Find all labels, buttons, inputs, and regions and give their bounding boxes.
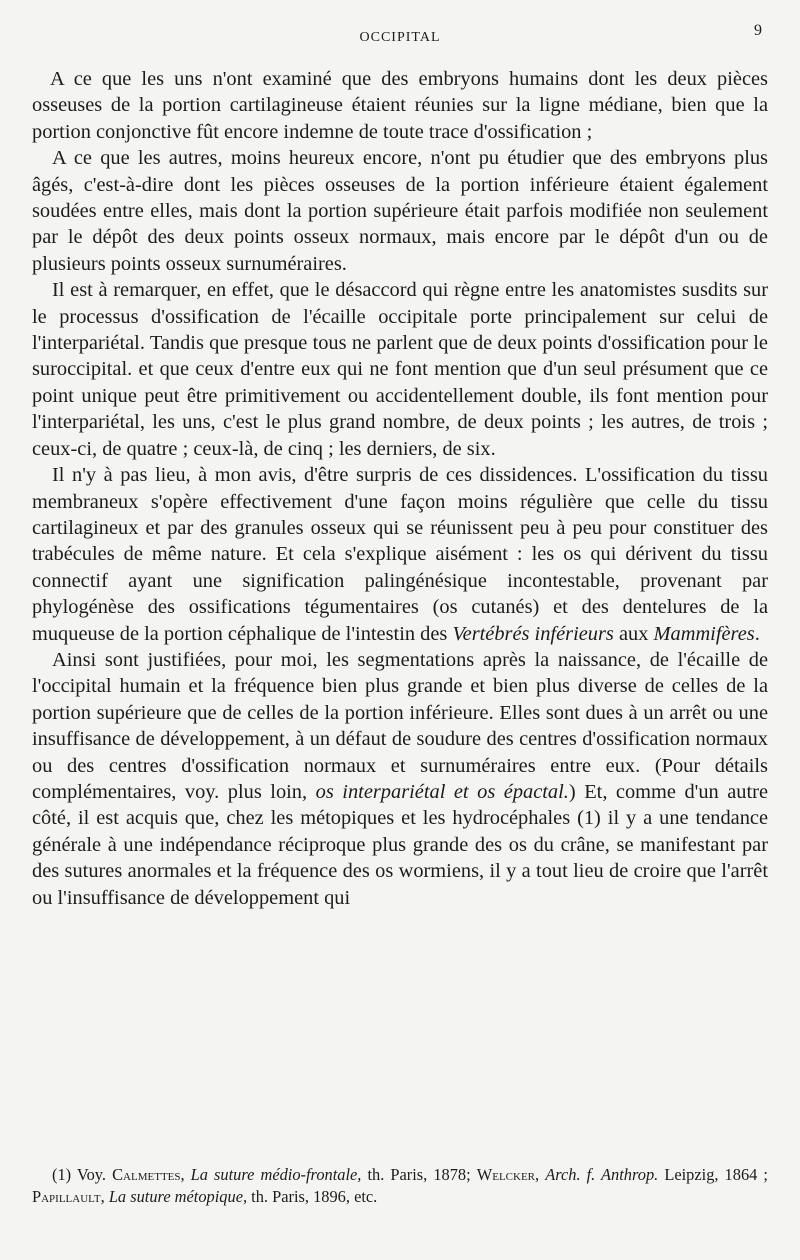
paragraph-5-continued: ) Et, comme d'un autre côté, il est acquis que, chez les métopiques et les hydrocéphales (1) il y a une tendance générale à une indépendance réciproque plus grande des os du crâne, se manifestant par des sutures anormales et la fréquence des os wormiens, il y a tout lieu de croire que l'arrêt ou l'insuffisance de développement qui: [32, 780, 769, 909]
paragraph-3: Il est à remarquer, en effet, que le désaccord qui règne entre les anatomistes susdits sur le processus d'ossification de l'écaille occipitale porte principalement sur celui de l'interpariétal. Tandis que presque tous ne parlent que de deux points d'ossification pour le suroccipital. et que ceux d'entre eux qui ne font mention que d'un seul présument que ce point unique peut être primitivement ou accidentellement double, ils font mention pour l'interpariétal, les uns, c'est le plus grand nombre, de deux points ; les autres, de trois ; ceux-ci, de quatre ; ceux-là, de cinq ; les derniers, de six.: [32, 279, 768, 460]
paragraph-4-end: .: [754, 622, 760, 645]
italic-vertebres: Vertébrés inférieurs: [452, 622, 614, 645]
footnote-detail-3: th. Paris, 1896, etc.: [251, 1187, 378, 1206]
running-head-title: OCCIPITAL: [359, 30, 441, 45]
paragraph-4-text: Il n'y à pas lieu, à mon avis, d'être surpris de ces dissidences. L'ossification du tissu membraneux s'opère effectivement d'une façon moins régulière que celle du tissu cartilagineux et par des granules osseux qui se réunissent peu à peu pour constituer des trabécules de même nature. Et cela s'explique aisément : les os qui dérivent du tissu connectif ayant une signification palingénésique incontestable, provenant par phylogénèse des ossifications tégumentaires (os cutanés) et des dentelures de la muqueuse de la portion céphalique de l'intestin des: [32, 464, 768, 645]
body-text: [32, 66, 768, 911]
paragraph-4: [32, 462, 768, 647]
footnote-1: [32, 1164, 768, 1208]
paragraph-5-text: Ainsi sont justifiées, pour moi, les segmentations après la naissance, de l'écaille de l'occipital humain et la fréquence bien plus grande et bien plus diverse de celles de la portion supérieure que de celles de la portion inférieure. Elles sont dues à un arrêt ou une insuffisance de développement, à un défaut de soudure des centres d'ossification normaux ou des centres d'ossification normaux et surnuméraires entre eux. (Pour détails complémentaires, voy. plus loin,: [32, 648, 768, 803]
footnote-marker: (1) Voy.: [52, 1165, 107, 1184]
running-head: [0, 22, 800, 50]
footnote-title-3: La suture métopique,: [108, 1187, 248, 1206]
footnote-detail-2: Leipzig, 1864 ;: [664, 1165, 768, 1184]
footnote-author-welcker: Welcker,: [476, 1165, 540, 1184]
footnote-title-2: Arch. f. Anthrop.: [545, 1165, 659, 1184]
footnote: [32, 1164, 768, 1208]
paragraph-1: A ce que les uns n'ont examiné que des embryons humains dont les deux pièces osseuses de la portion cartilagineuse étaient réunies sur la ligne médiane, bien que la portion conjonctive fût encore indemne de toute trace d'ossification ;: [32, 68, 768, 143]
footnote-detail-1: th. Paris, 1878;: [367, 1165, 471, 1184]
paragraph-2: A ce que les autres, moins heureux encore, n'ont pu étudier que des embryons plus âgés, c'est-à-dire dont les pièces osseuses de la portion inférieure étaient également soudées entre elles, mais dont la portion supérieure était parfois modifiée non seulement par le dépôt des deux points osseux normaux, mais encore par le dépôt d'un ou de plusieurs points osseux surnuméraires.: [32, 147, 768, 275]
paragraph-5: [32, 647, 768, 911]
paragraph-4-mid: aux: [618, 622, 649, 645]
footnote-title-1: La suture médio-frontale,: [190, 1165, 362, 1184]
italic-mammiferes: Mammifères: [653, 622, 755, 645]
page-number: 9: [754, 22, 762, 39]
footnote-author-papillault: Papillault,: [32, 1187, 105, 1206]
footnote-author-calmettes: Calmettes,: [112, 1165, 185, 1184]
italic-os-interparietal: os interpariétal et os épactal.: [315, 780, 569, 803]
